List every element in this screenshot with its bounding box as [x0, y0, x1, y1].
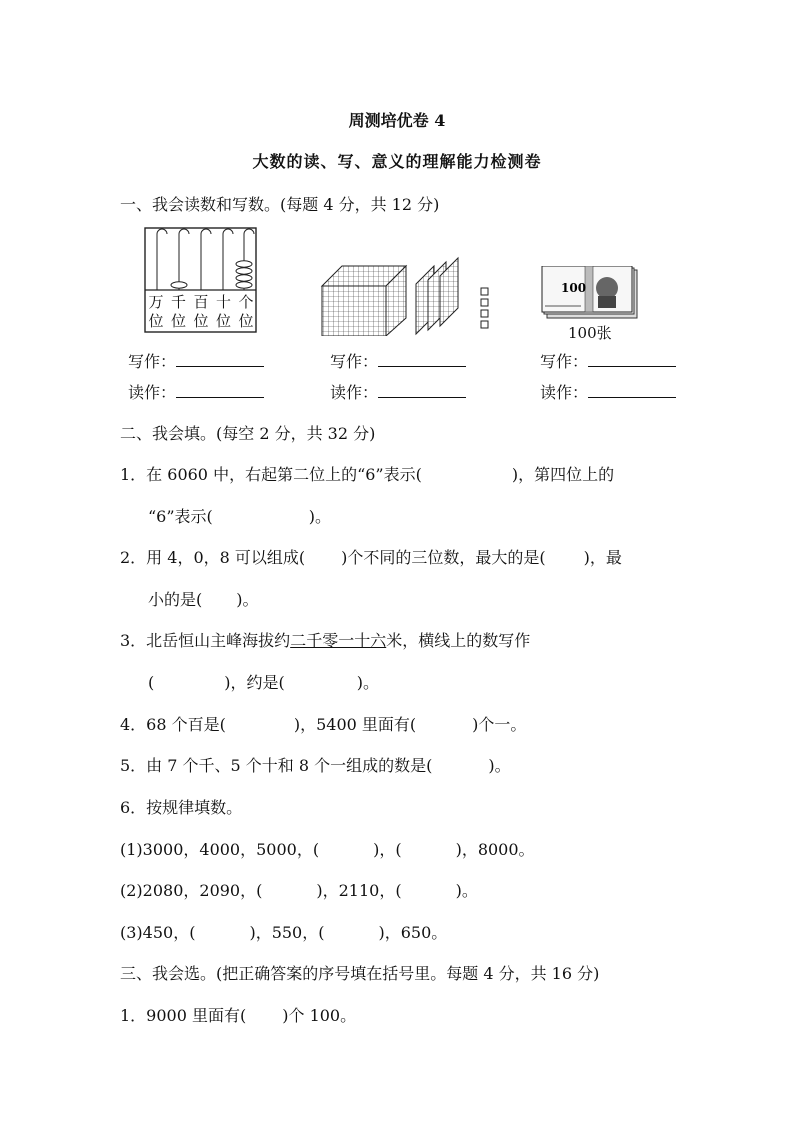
read-line-1: 读作： — [128, 380, 264, 403]
abacus-rod-cap — [244, 229, 254, 234]
abacus-place-label: 千 位 — [170, 293, 186, 330]
question-2-6-3: (3)450，( )，550，( )，650。 — [120, 923, 448, 942]
abacus-place-label: 百 位 — [193, 293, 209, 330]
abacus-rod-cap — [157, 229, 167, 234]
question-2-6-2: (2)2080，2090，( )，2110，( )。 — [120, 881, 478, 900]
answer-blank[interactable] — [176, 352, 264, 367]
question-2-6: 6．按规律填数。 — [120, 798, 243, 817]
answer-blank[interactable] — [378, 383, 466, 398]
section1-heading: 一、我会读数和写数。(每题 4 分，共 12 分) — [120, 195, 440, 214]
thousand-cube — [322, 266, 406, 336]
write-line-3: 写作： — [540, 349, 676, 372]
question-3-1: 1．9000 里面有( )个 100。 — [120, 1006, 357, 1025]
section2-heading: 二、我会填。(每空 2 分，共 32 分) — [120, 424, 376, 443]
abacus-rod-cap — [179, 229, 189, 234]
abacus-bead — [236, 282, 252, 288]
page-title: 周测培优卷 4 — [348, 111, 446, 130]
unit-cubes — [481, 288, 488, 328]
banknote-count-label: 100张 — [568, 324, 612, 342]
question-2-3: 3．北岳恒山主峰海拔约二千零一十六米，横线上的数写作 — [120, 631, 531, 650]
read-line-3: 读作： — [540, 380, 676, 403]
abacus-bead — [236, 275, 252, 281]
svg-text:100: 100 — [561, 281, 587, 295]
question-2-5: 5．由 7 个千、5 个十和 8 个一组成的数是( )。 — [120, 756, 511, 775]
banknote-stack-illustration — [541, 266, 639, 320]
answer-blank[interactable] — [588, 383, 676, 398]
question-2-6-1: (1)3000，4000，5000，( )，( )，8000。 — [120, 840, 535, 859]
abacus-bead — [236, 268, 252, 274]
answer-blank[interactable] — [176, 383, 264, 398]
write-line-2: 写作： — [330, 349, 466, 372]
question-2-1: 1．在 6060 中，右起第二位上的“6”表示( )，第四位上的 — [120, 465, 615, 484]
question-2-4: 4．68 个百是( )，5400 里面有( )个一。 — [120, 715, 527, 734]
page-subtitle: 大数的读、写、意义的理解能力检测卷 — [252, 152, 542, 171]
question-2-3-cont: ( )，约是( )。 — [148, 673, 379, 692]
base-ten-blocks-illustration — [318, 236, 498, 336]
abacus-labels — [146, 293, 256, 331]
read-line-2: 读作： — [330, 380, 466, 403]
abacus-bead — [171, 282, 187, 288]
abacus-rod-cap — [223, 229, 233, 234]
question-2-2: 2．用 4，0，8 可以组成( )个不同的三位数，最大的是( )，最 — [120, 548, 622, 567]
abacus-rod-cap — [201, 229, 211, 234]
question-2-2-cont: 小的是( )。 — [148, 590, 259, 609]
section3-heading: 三、我会选。(把正确答案的序号填在括号里。每题 4 分，共 16 分) — [120, 964, 600, 983]
abacus-place-label: 个 位 — [238, 293, 254, 330]
write-line-1: 写作： — [128, 349, 264, 372]
answer-blank[interactable] — [378, 352, 466, 367]
abacus-place-label: 十 位 — [215, 293, 231, 330]
answer-blank[interactable] — [588, 352, 676, 367]
abacus-bead — [236, 261, 252, 267]
question-2-1-cont: “6”表示( )。 — [148, 507, 332, 526]
abacus-place-label: 万 位 — [148, 293, 164, 330]
hundred-flats — [416, 258, 458, 334]
